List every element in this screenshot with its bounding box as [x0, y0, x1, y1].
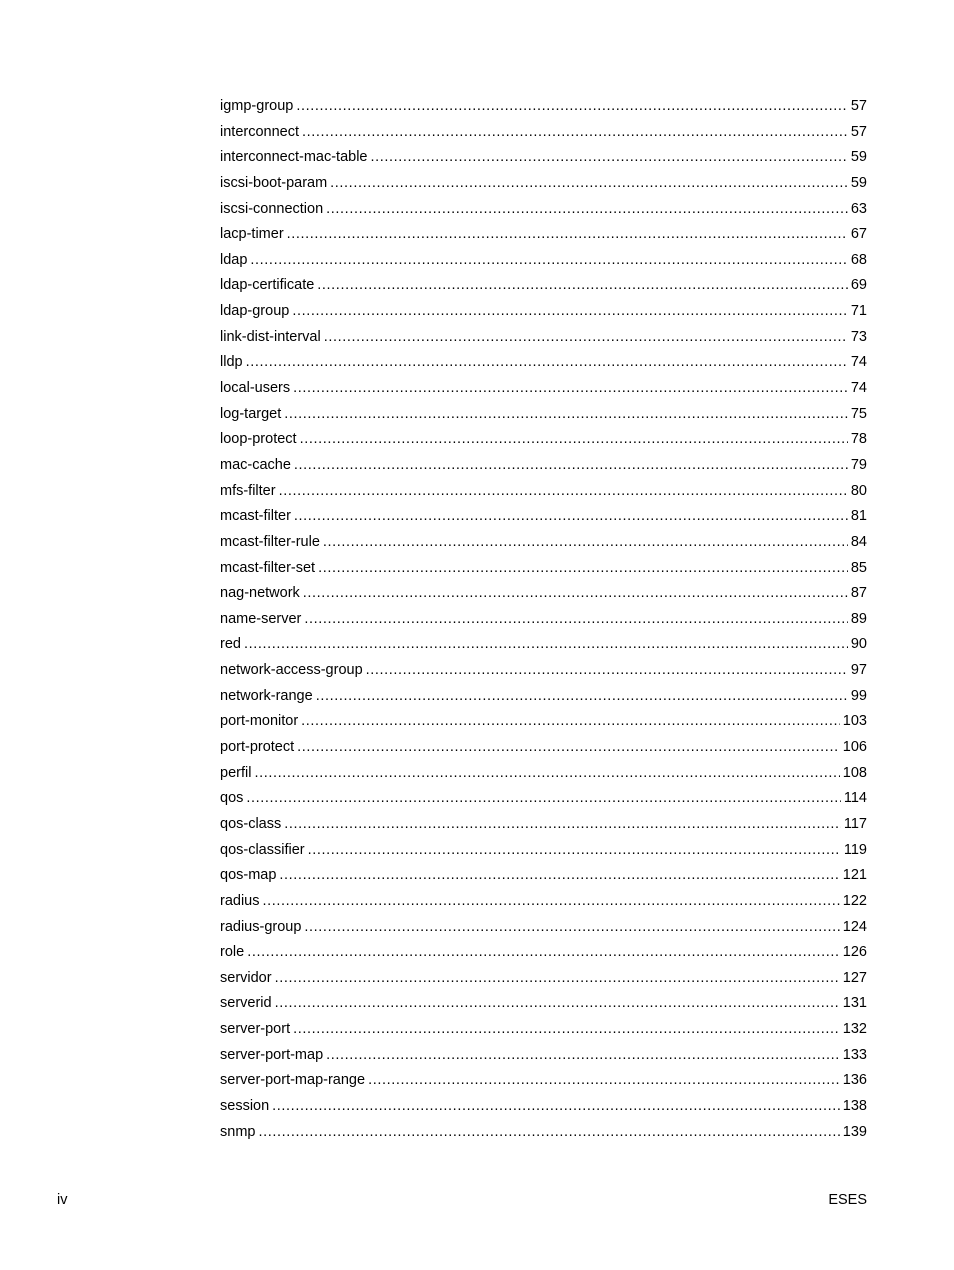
toc-entry[interactable]: [220, 1045, 867, 1071]
toc-entry-page: 127: [842, 969, 867, 986]
toc-entry-page: 106: [842, 739, 867, 756]
toc-dot-leader: [292, 301, 848, 321]
toc-entry-title: qos-map: [220, 867, 277, 884]
toc-entry[interactable]: [220, 865, 867, 891]
toc-dot-leader: [258, 1122, 839, 1142]
toc-dot-leader: [308, 840, 841, 860]
toc-entry-page: 122: [842, 892, 867, 909]
toc-entry[interactable]: [220, 763, 867, 789]
toc-entry-title: mcast-filter-rule: [220, 533, 320, 550]
toc-entry-title: interconnect: [220, 123, 299, 140]
footer-locale: ESES: [828, 1192, 867, 1208]
toc-entry-title: role: [220, 944, 245, 961]
toc-entry-page: 132: [842, 1021, 867, 1038]
toc-entry-page: 99: [850, 687, 867, 704]
toc-dot-leader: [244, 634, 848, 654]
toc-entry-page: 81: [850, 508, 867, 525]
toc-entry[interactable]: [220, 814, 867, 840]
toc-entry[interactable]: [220, 481, 867, 507]
toc-entry-title: server-port-map-range: [220, 1072, 366, 1089]
toc-dot-leader: [371, 147, 848, 167]
toc-entry-page: 87: [850, 585, 867, 602]
toc-dot-leader: [279, 481, 848, 501]
toc-entry-title: iscsi-boot-param: [220, 174, 328, 191]
toc-entry-title: ldap: [220, 251, 248, 268]
toc-entry-page: 80: [850, 482, 867, 499]
toc-entry[interactable]: [220, 1019, 867, 1045]
toc-entry-title: network-range: [220, 687, 313, 704]
toc-entry-page: 97: [850, 662, 867, 679]
toc-dot-leader: [250, 250, 847, 270]
toc-dot-leader: [246, 788, 840, 808]
toc-entry[interactable]: [220, 942, 867, 968]
toc-entry-page: 124: [842, 918, 867, 935]
toc-entry[interactable]: [220, 660, 867, 686]
toc-entry-title: mfs-filter: [220, 482, 276, 499]
toc-entry-page: 114: [843, 790, 867, 807]
toc-dot-leader: [318, 558, 848, 578]
toc-entry-page: 59: [850, 174, 867, 191]
toc-dot-leader: [254, 763, 839, 783]
toc-entry-title: server-port: [220, 1021, 291, 1038]
toc-entry[interactable]: [220, 199, 867, 225]
toc-entry-page: 108: [842, 764, 867, 781]
toc-entry-page: 136: [842, 1072, 867, 1089]
toc-entry-page: 67: [850, 226, 867, 243]
toc-dot-leader: [301, 711, 840, 731]
toc-entry[interactable]: [220, 1070, 867, 1096]
toc-entry[interactable]: [220, 96, 867, 122]
toc-entry-page: 73: [850, 328, 867, 345]
toc-dot-leader: [366, 660, 848, 680]
toc-dot-leader: [300, 429, 848, 449]
toc-dot-leader: [302, 122, 848, 142]
toc-entry-page: 75: [850, 405, 867, 422]
toc-entry[interactable]: [220, 558, 867, 584]
toc-entry-page: 103: [842, 713, 867, 730]
toc-dot-leader: [279, 865, 839, 885]
toc-entry-page: 133: [842, 1046, 867, 1063]
toc-entry-page: 121: [842, 867, 867, 884]
toc-entry-page: 131: [842, 995, 867, 1012]
toc-entry-title: qos-class: [220, 815, 282, 832]
toc-entry-title: local-users: [220, 380, 291, 397]
toc-dot-leader: [317, 275, 848, 295]
toc-dot-leader: [323, 532, 848, 552]
toc-dot-leader: [330, 173, 848, 193]
toc-entry[interactable]: [220, 968, 867, 994]
toc-entry[interactable]: [220, 583, 867, 609]
toc-dot-leader: [275, 968, 840, 988]
toc-entry[interactable]: [220, 224, 867, 250]
toc-entry-title: red: [220, 636, 241, 653]
toc-entry[interactable]: [220, 404, 867, 430]
toc-entry[interactable]: [220, 429, 867, 455]
toc-entry-page: 71: [850, 303, 867, 320]
toc-entry-title: interconnect-mac-table: [220, 149, 368, 166]
toc-entry[interactable]: [220, 1096, 867, 1122]
toc-entry-page: 84: [850, 533, 867, 550]
toc-dot-leader: [284, 814, 841, 834]
toc-entry-title: perfil: [220, 764, 252, 781]
toc-entry-title: loop-protect: [220, 431, 297, 448]
table-of-contents: [220, 96, 867, 1147]
toc-entry-page: 59: [850, 149, 867, 166]
footer-page-number: iv: [57, 1192, 68, 1208]
toc-entry[interactable]: [220, 352, 867, 378]
toc-entry-page: 63: [850, 200, 867, 217]
toc-entry[interactable]: [220, 532, 867, 558]
toc-entry-page: 89: [850, 610, 867, 627]
toc-entry-page: 57: [850, 123, 867, 140]
toc-entry[interactable]: [220, 506, 867, 532]
toc-entry-title: server-port-map: [220, 1046, 324, 1063]
toc-entry-title: port-protect: [220, 739, 295, 756]
toc-entry-page: 119: [843, 841, 867, 858]
toc-entry[interactable]: [220, 891, 867, 917]
toc-entry-page: 57: [850, 98, 867, 114]
toc-entry-title: ldap-group: [220, 303, 290, 320]
toc-entry[interactable]: [220, 173, 867, 199]
toc-entry[interactable]: [220, 840, 867, 866]
toc-dot-leader: [303, 583, 848, 603]
toc-entry-title: servidor: [220, 969, 272, 986]
toc-entry-page: 74: [850, 354, 867, 371]
toc-entry-title: name-server: [220, 610, 302, 627]
toc-entry-title: mcast-filter-set: [220, 559, 316, 576]
toc-dot-leader: [326, 199, 848, 219]
toc-dot-leader: [284, 404, 848, 424]
toc-entry-page: 79: [850, 456, 867, 473]
toc-entry-title: ldap-certificate: [220, 277, 315, 294]
toc-entry-page: 126: [842, 944, 867, 961]
toc-entry-title: mcast-filter: [220, 508, 291, 525]
toc-entry[interactable]: [220, 993, 867, 1019]
toc-entry-title: nag-network: [220, 585, 300, 602]
toc-entry-title: snmp: [220, 1123, 256, 1140]
toc-entry-page: 117: [843, 815, 867, 832]
toc-entry[interactable]: [220, 711, 867, 737]
toc-entry-page: 74: [850, 380, 867, 397]
toc-dot-leader: [246, 352, 848, 372]
toc-dot-leader: [368, 1070, 840, 1090]
toc-entry[interactable]: [220, 327, 867, 353]
toc-dot-leader: [294, 455, 848, 475]
toc-dot-leader: [293, 1019, 840, 1039]
toc-entry-page: 138: [842, 1097, 867, 1114]
toc-entry[interactable]: [220, 609, 867, 635]
toc-dot-leader: [272, 1096, 840, 1116]
toc-entry-title: serverid: [220, 995, 272, 1012]
toc-dot-leader: [296, 96, 848, 116]
toc-entry[interactable]: [220, 275, 867, 301]
toc-dot-leader: [275, 993, 840, 1013]
toc-entry-page: 68: [850, 251, 867, 268]
toc-entry[interactable]: [220, 686, 867, 712]
toc-entry[interactable]: [220, 634, 867, 660]
toc-dot-leader: [304, 609, 847, 629]
toc-entry[interactable]: [220, 917, 867, 943]
toc-entry[interactable]: [220, 250, 867, 276]
toc-entry-title: port-monitor: [220, 713, 299, 730]
toc-entry[interactable]: [220, 147, 867, 173]
toc-entry-page: 85: [850, 559, 867, 576]
toc-entry[interactable]: [220, 122, 867, 148]
toc-entry-title: link-dist-interval: [220, 328, 321, 345]
toc-entry-title: session: [220, 1097, 270, 1114]
toc-entry-title: qos: [220, 790, 244, 807]
toc-dot-leader: [293, 378, 848, 398]
toc-entry[interactable]: [220, 455, 867, 481]
toc-entry-title: radius: [220, 892, 260, 909]
toc-dot-leader: [263, 891, 840, 911]
toc-entry[interactable]: [220, 788, 867, 814]
toc-dot-leader: [326, 1045, 840, 1065]
toc-dot-leader: [304, 917, 839, 937]
toc-entry-page: 139: [842, 1123, 867, 1140]
toc-entry-title: radius-group: [220, 918, 302, 935]
toc-entry[interactable]: [220, 301, 867, 327]
toc-entry-title: lldp: [220, 354, 243, 371]
toc-dot-leader: [247, 942, 840, 962]
toc-entry[interactable]: [220, 1122, 867, 1148]
toc-entry-title: network-access-group: [220, 662, 363, 679]
toc-dot-leader: [316, 686, 848, 706]
toc-entry[interactable]: [220, 737, 867, 763]
toc-dot-leader: [294, 506, 848, 526]
toc-entry-title: mac-cache: [220, 456, 291, 473]
toc-dot-leader: [324, 327, 848, 347]
toc-entry-title: qos-classifier: [220, 841, 305, 858]
toc-entry-page: 90: [850, 636, 867, 653]
toc-dot-leader: [297, 737, 840, 757]
toc-entry-page: 78: [850, 431, 867, 448]
toc-entry-title: iscsi-connection: [220, 200, 324, 217]
toc-entry-title: lacp-timer: [220, 226, 284, 243]
toc-dot-leader: [287, 224, 848, 244]
toc-entry-title: log-target: [220, 405, 282, 422]
toc-entry-page: 69: [850, 277, 867, 294]
toc-entry-title: igmp-group: [220, 98, 294, 114]
toc-entry[interactable]: [220, 378, 867, 404]
